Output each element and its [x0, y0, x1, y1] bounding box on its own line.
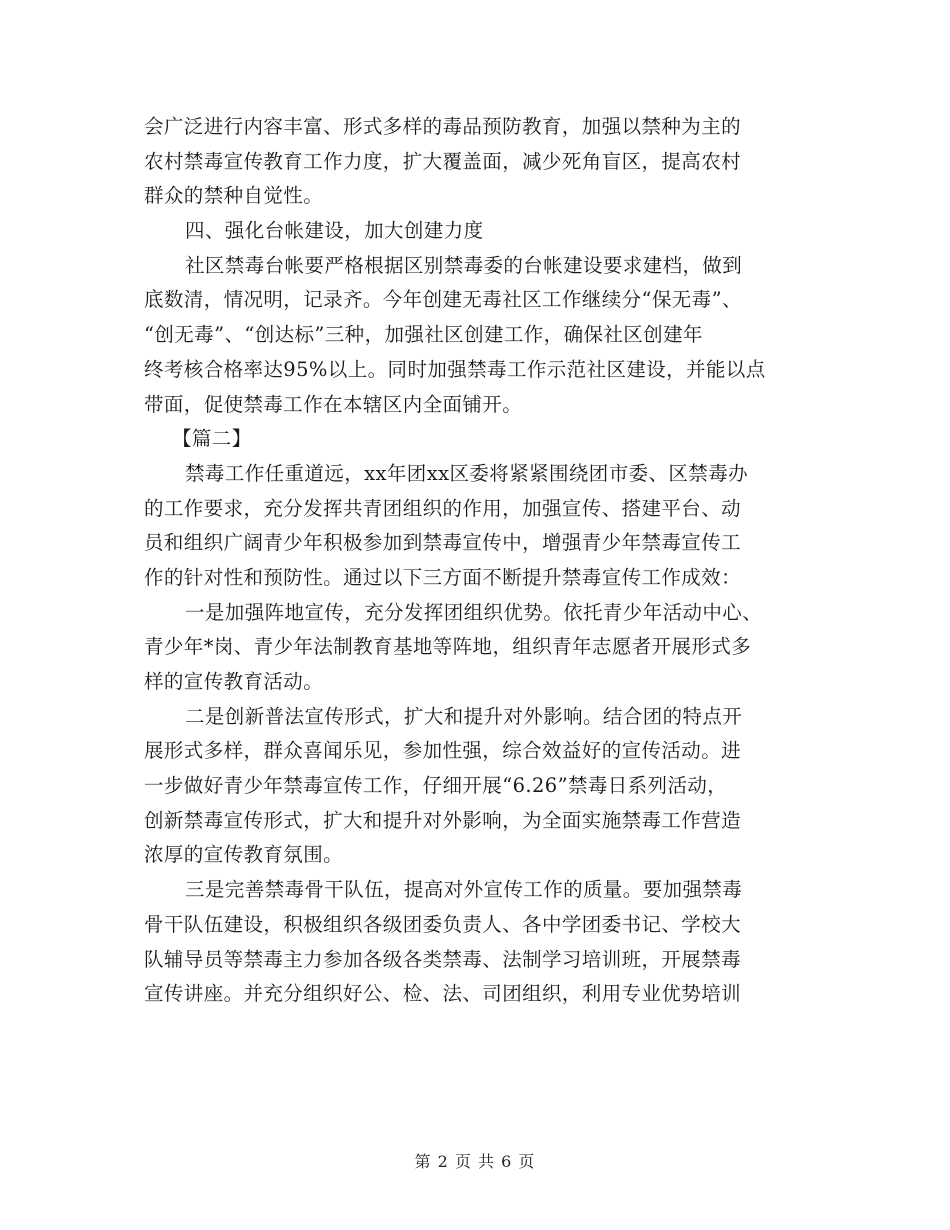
- page-number-footer: 第 2 页 共 6 页: [414, 1152, 536, 1171]
- paragraph-line: 底数清，情况明，记录齐。今年创建无毒社区工作继续分“保无毒”、: [144, 288, 742, 312]
- paragraph-line: 宣传讲座。并充分组织好公、检、法、司团组织，利用专业优势培训: [144, 982, 742, 1006]
- part-heading: 【篇二】: [172, 427, 252, 451]
- paragraph-line: 样的宣传教育活动。: [144, 670, 324, 693]
- paragraph-line: 群众的禁种自觉性。: [144, 184, 324, 208]
- paragraph-line: 一步做好青少年禁毒宣传工作，仔细开展“6.26”禁毒日系列活动，: [144, 774, 728, 798]
- paragraph-line: 一是加强阵地宣传，充分发挥团组织优势。依托青少年活动中心、: [185, 600, 763, 624]
- paragraph-line: 的工作要求，充分发挥共青团组织的作用，加强宣传、搭建平台、动: [144, 496, 742, 520]
- paragraph-line: 作的针对性和预防性。通过以下三方面不断提升禁毒宣传工作成效：: [144, 565, 742, 589]
- paragraph-line: 二是创新普法宣传形式，扩大和提升对外影响。结合团的特点开: [185, 704, 743, 728]
- section-heading: 四、强化台帐建设，加大创建力度: [185, 219, 484, 243]
- paragraph-line: 青少年*岗、青少年法制教育基地等阵地，组织青年志愿者开展形式多: [144, 635, 752, 659]
- paragraph-line: “创无毒”、“创达标”三种，加强社区创建工作，确保社区创建年: [144, 323, 703, 347]
- paragraph-line: 带面，促使禁毒工作在本辖区内全面铺开。: [144, 392, 523, 416]
- paragraph-line: 创新禁毒宣传形式，扩大和提升对外影响，为全面实施禁毒工作营造: [144, 808, 742, 832]
- paragraph-line: 员和组织广阔青少年积极参加到禁毒宣传中，增强青少年禁毒宣传工: [144, 531, 742, 555]
- paragraph-line: 浓厚的宣传教育氛围。: [144, 843, 344, 867]
- document-body: [144, 110, 814, 1012]
- paragraph-line: 农村禁毒宣传教育工作力度，扩大覆盖面，减少死角盲区，提高农村: [144, 149, 742, 173]
- paragraph-line: 队辅导员等禁毒主力参加各级各类禁毒、法制学习培训班，开展禁毒: [144, 947, 742, 971]
- paragraph-line: 终考核合格率达95%以上。同时加强禁毒工作示范社区建设，并能以点: [144, 357, 766, 381]
- paragraph-line: 社区禁毒台帐要严格根据区别禁毒委的台帐建设要求建档，做到: [185, 253, 743, 277]
- paragraph-line: 展形式多样，群众喜闻乐见，参加性强，综合效益好的宣传活动。进: [144, 739, 742, 763]
- paragraph-line: 禁毒工作任重道远，xx年团xx区委将紧紧围绕团市委、区禁毒办: [185, 461, 748, 485]
- paragraph-line: 骨干队伍建设，积极组织各级团委负责人、各中学团委书记、学校大: [144, 912, 742, 936]
- paragraph-line: 会广泛进行内容丰富、形式多样的毒品预防教育，加强以禁种为主的: [144, 115, 742, 138]
- paragraph-line: 三是完善禁毒骨干队伍，提高对外宣传工作的质量。要加强禁毒: [185, 878, 743, 902]
